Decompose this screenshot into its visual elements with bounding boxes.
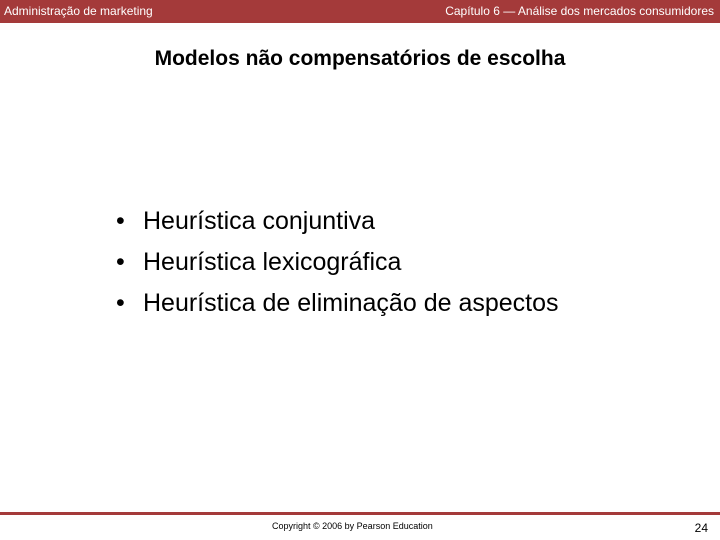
slide-title: Modelos não compensatórios de escolha [154,47,566,70]
course-title: Administração de marketing [4,4,153,18]
bullet-text: Heurística conjuntiva [143,207,376,235]
bullet-icon: • [116,248,125,276]
bullet-text: Heurística lexicográfica [143,248,402,276]
page-number: 24 [694,521,708,535]
chapter-title: Capítulo 6 — Análise dos mercados consumidores [445,4,714,18]
bullet-item [116,242,559,283]
bullet-icon: • [116,289,125,317]
copyright-notice: Copyright © 2006 by Pearson Education [272,521,433,531]
bullet-list [116,201,559,324]
header-bar [0,0,720,23]
bullet-icon: • [116,207,125,235]
footer-divider [0,512,720,515]
bullet-item [116,201,559,242]
bullet-item [116,283,559,324]
bullet-text: Heurística de eliminação de aspectos [143,289,559,317]
